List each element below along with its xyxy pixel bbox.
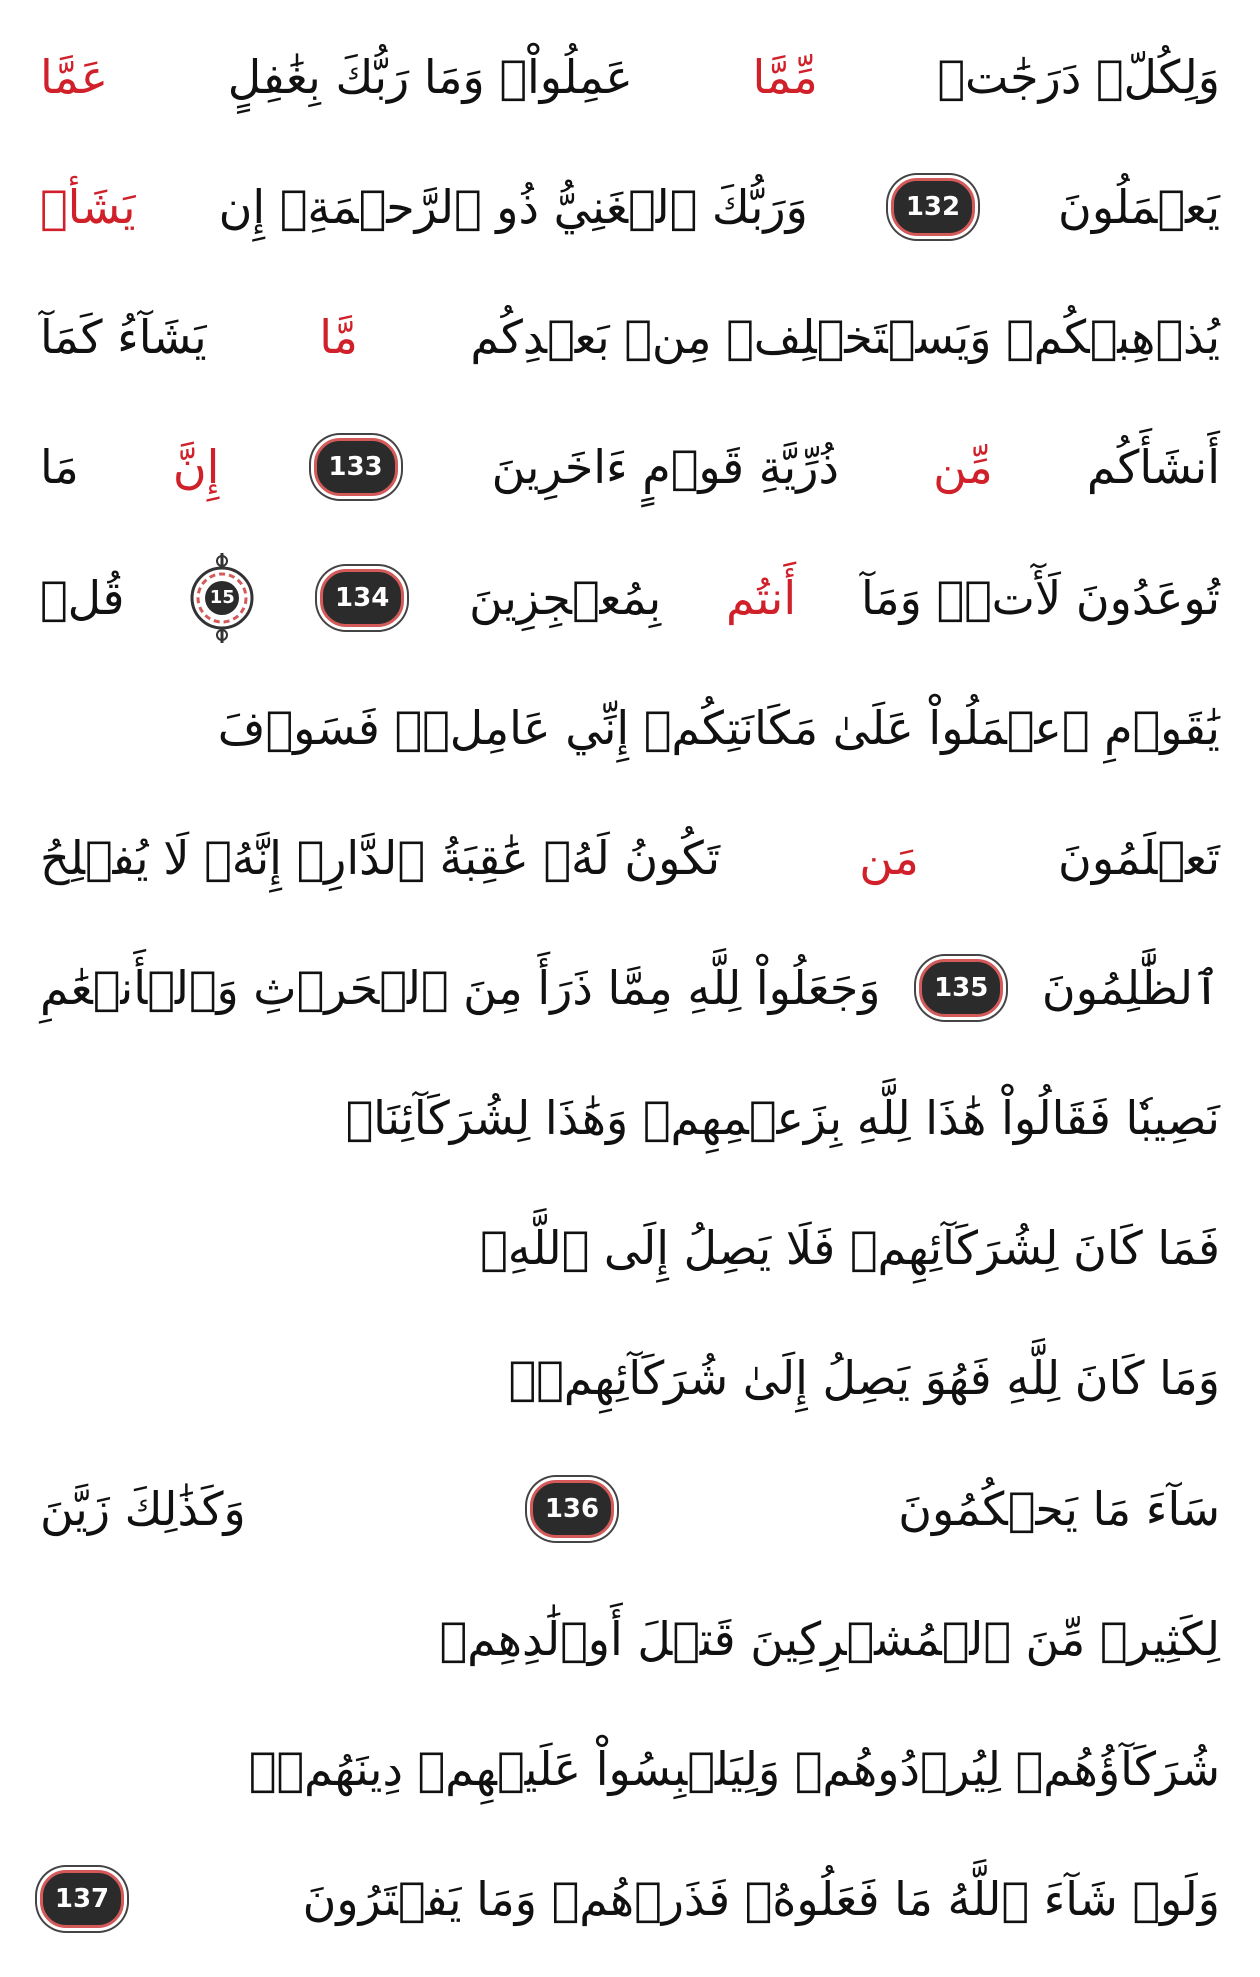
highlighted-word: مِّمَّا [752,50,818,104]
verse-text: لِكَثِيرٖ مِّنَ ٱلۡمُشۡرِكِينَ قَتۡلَ أَوۡلَٰدِهِمۡ [439,1611,1220,1666]
hizb-number: 15 [209,586,235,608]
verse-text: ذُرِّيَّةِ قَوۡمٍ ءَاخَرِينَ [491,440,839,495]
text-line-12 [40,1450,1220,1568]
ayah-number: 133 [328,452,383,483]
verse-text: تَكُونُ لَهُۥ عَٰقِبَةُ ٱلدَّارِۚ إِنَّهُۥ لَا يُفۡلِحُ [40,830,721,885]
verse-text: نَصِيبٗا فَقَالُواْ هَٰذَا لِلَّهِ بِزَعۡمِهِمۡ وَهَٰذَا لِشُرَكَآئِنَاۖ [345,1091,1220,1146]
ayah-number: 137 [54,1883,110,1914]
highlighted-word: مَن [859,830,919,885]
text-line-13 [40,1580,1220,1698]
verse-text: يَشَآءُ كَمَآ [40,310,207,365]
text-line-8 [40,929,1220,1047]
verse-text: وَلَوۡ شَآءَ ٱللَّهُ مَا فَعَلُوهُۖ فَذَرۡهُمۡ وَمَا يَفۡتَرُونَ [302,1871,1220,1926]
verse-text: فَمَا كَانَ لِشُرَكَآئِهِمۡ فَلَا يَصِلُ إِلَى ٱللَّهِۖ [480,1221,1220,1276]
text-line-6 [40,669,1220,787]
text-line-9 [40,1059,1220,1177]
ayah-number-marker [919,959,1003,1017]
verse-text: مَا [40,440,79,495]
verse-text: أَنشَأَكُم [1086,440,1220,495]
verse-text: عَمِلُواْۚ وَمَا رَبُّكَ بِغَٰفِلٍ [227,50,633,104]
verse-text: شُرَكَآؤُهُمۡ لِيُرۡدُوهُمۡ وَلِيَلۡبِسُواْ عَلَيۡهِمۡ دِينَهُمۡۖ [248,1741,1220,1796]
ayah-number-marker [40,1870,124,1928]
text-line-15 [40,1840,1220,1958]
text-line-11 [40,1319,1220,1437]
text-line-10 [40,1189,1220,1307]
ayah-number: 134 [335,582,390,613]
highlighted-word: إِنَّ [172,440,220,495]
verse-text: قُلۡ [40,570,125,625]
ayah-number: 136 [544,1493,600,1524]
verse-text: يَٰقَوۡمِ ٱعۡمَلُواْ عَلَىٰ مَكَانَتِكُمۡ إِنِّي عَامِلٞۖ فَسَوۡفَ [217,700,1220,755]
highlighted-word: مِّن [933,440,993,495]
highlighted-word: مَّا [319,310,358,365]
verse-text: وَلِكُلّٖ دَرَجَٰتٞ [937,50,1220,104]
text-line-4 [40,408,1220,526]
verse-text: وَمَا كَانَ لِلَّهِ فَهُوَ يَصِلُ إِلَىٰ شُرَكَآئِهِمۡۗ [508,1351,1220,1406]
text-line-5 [40,539,1220,657]
ayah-number: 135 [934,972,989,1003]
text-line-14 [40,1710,1220,1828]
verse-text: بِمُعۡجِزِينَ [469,570,662,625]
ayah-number-marker [314,438,398,496]
verse-text: وَرَبُّكَ ٱلۡغَنِيُّ ذُو ٱلرَّحۡمَةِۚ إِن [218,180,808,235]
highlighted-word: يَشَأۡ [40,180,136,235]
verse-text: سَآءَ مَا يَحۡكُمُونَ [898,1481,1220,1536]
ayah-number-marker [530,1480,614,1538]
hizb-marker-icon [189,553,255,643]
text-line-7 [40,799,1220,917]
text-lines [40,18,1220,1958]
verse-text: تُوعَدُونَ لَأٓتٖۖ وَمَآ [860,570,1220,625]
verse-text: وَكَذَٰلِكَ زَيَّنَ [40,1481,246,1536]
highlighted-word: عَمَّا [40,50,109,104]
ayah-number-marker [891,178,975,236]
text-line-3 [40,278,1220,396]
text-line-1 [40,18,1220,136]
verse-text: تَعۡلَمُونَ [1058,830,1220,885]
ayah-number-marker [320,569,404,627]
highlighted-word: أَنتُم [726,570,797,625]
text-line-2 [40,148,1220,266]
verse-text: يَعۡمَلُونَ [1058,180,1220,235]
ayah-number: 132 [905,192,961,223]
verse-text: وَجَعَلُواْ لِلَّهِ مِمَّا ذَرَأَ مِنَ ٱلۡحَرۡثِ وَٱلۡأَنۡعَٰمِ [40,960,881,1015]
verse-text: ٱلظَّٰلِمُونَ [1041,960,1220,1015]
verse-text: يُذۡهِبۡكُمۡ وَيَسۡتَخۡلِفۡ مِنۢ بَعۡدِكُم [470,310,1220,365]
